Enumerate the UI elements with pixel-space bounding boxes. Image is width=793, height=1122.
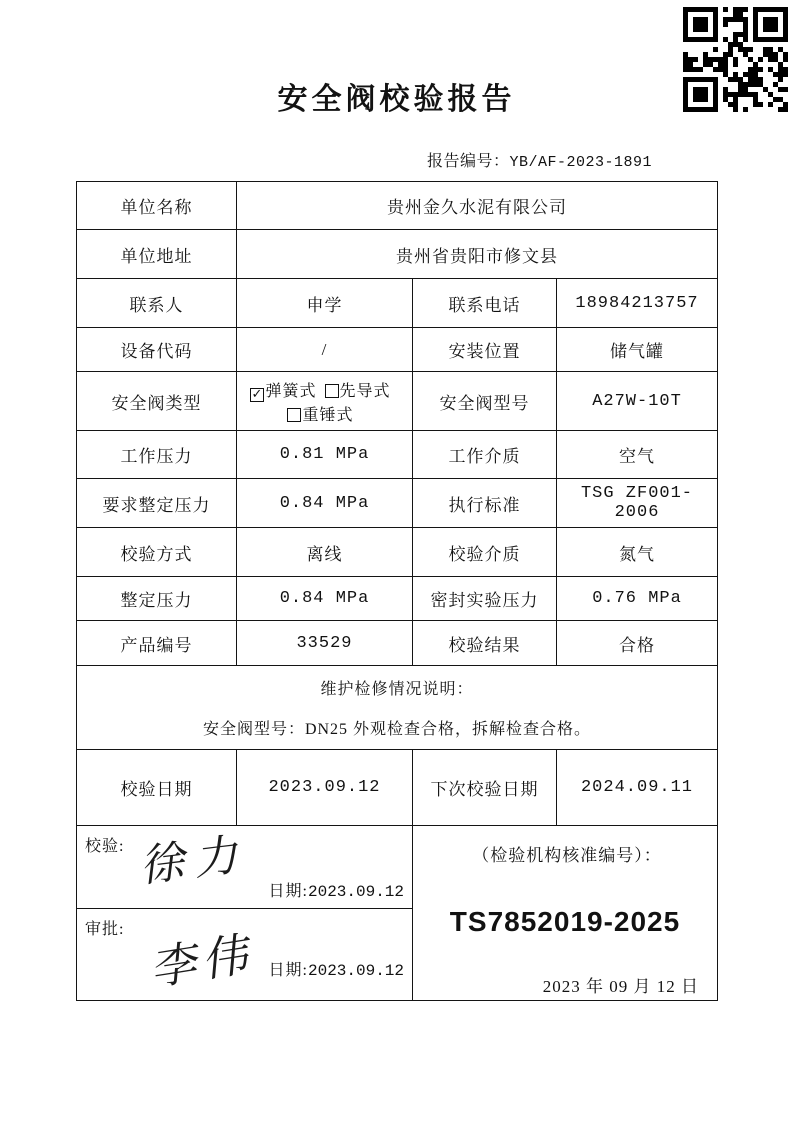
approve-signature: 李伟 [145, 926, 258, 996]
table-row [77, 372, 718, 431]
checkbox-pilot [325, 383, 391, 400]
method-label: 校验方式 [77, 528, 237, 577]
approve-date [269, 957, 404, 980]
report-table [76, 181, 718, 1001]
result-label: 校验结果 [413, 621, 557, 666]
cal-date-value: 2023.09.12 [237, 750, 413, 826]
report-number-label: 报告编号： [426, 153, 510, 170]
install-pos-value: 储气罐 [557, 328, 718, 372]
report-number-value: YB/AF-2023-1891 [509, 154, 652, 171]
report-number [427, 148, 652, 171]
work-pressure-value: 0.81 MPa [237, 431, 413, 479]
verify-date [269, 878, 404, 901]
checkbox-spring-label: 弹簧式 [265, 382, 317, 400]
approve-date-value: 2023.09.12 [307, 962, 404, 980]
unit-addr-value: 贵州省贵阳市修文县 [237, 230, 718, 279]
table-row [77, 666, 718, 750]
table-row [77, 750, 718, 826]
table-row [77, 328, 718, 372]
page-title: 安全阀校验报告 [277, 83, 516, 116]
approve-cell [77, 909, 413, 1001]
req-pressure-label: 要求整定压力 [77, 479, 237, 528]
org-code-label: （检验机构核准编号）： [472, 846, 662, 865]
phone-value: 18984213757 [557, 279, 718, 328]
device-code-label: 设备代码 [77, 328, 237, 372]
verify-cell [77, 826, 413, 909]
checkbox-weight [287, 407, 353, 424]
phone-label: 联系电话 [413, 279, 557, 328]
standard-value: TSG ZF001-2006 [557, 479, 718, 528]
product-no-label: 产品编号 [77, 621, 237, 666]
method-value: 离线 [237, 528, 413, 577]
checkbox-pilot-icon [325, 384, 339, 398]
approve-label: 审批: [85, 921, 125, 938]
seal-pressure-value: 0.76 MPa [557, 577, 718, 621]
contact-label: 联系人 [77, 279, 237, 328]
approve-date-label: 日期: [268, 962, 308, 979]
work-pressure-label: 工作压力 [77, 431, 237, 479]
next-date-value: 2024.09.11 [557, 750, 718, 826]
table-row [77, 431, 718, 479]
verify-date-label: 日期: [268, 883, 308, 900]
set-pressure-value: 0.84 MPa [237, 577, 413, 621]
device-code-value: / [237, 328, 413, 372]
set-pressure-label: 整定压力 [77, 577, 237, 621]
table-row [77, 621, 718, 666]
verify-label: 校验: [85, 838, 125, 855]
work-medium-value: 空气 [557, 431, 718, 479]
verify-date-value: 2023.09.12 [307, 883, 404, 901]
org-cell [413, 826, 718, 1001]
seal-pressure-label: 密封实验压力 [413, 577, 557, 621]
valve-model-value: A27W-10T [557, 372, 718, 431]
table-row [77, 577, 718, 621]
product-no-value: 33529 [237, 621, 413, 666]
table-row [77, 230, 718, 279]
maintenance-cell [77, 666, 718, 750]
table-row [77, 528, 718, 577]
unit-addr-label: 单位地址 [77, 230, 237, 279]
unit-name-value: 贵州金久水泥有限公司 [237, 182, 718, 230]
standard-label: 执行标准 [413, 479, 557, 528]
checkbox-spring [250, 383, 316, 400]
req-pressure-value: 0.84 MPa [237, 479, 413, 528]
table-row [77, 479, 718, 528]
valve-type-label: 安全阀类型 [77, 372, 237, 431]
cal-date-label: 校验日期 [77, 750, 237, 826]
install-pos-label: 安装位置 [413, 328, 557, 372]
org-code-value: TS7852019-2025 [449, 906, 681, 937]
checkbox-weight-icon [287, 408, 301, 422]
table-row [77, 826, 718, 909]
valve-type-options [237, 372, 413, 431]
maintenance-title: 维护检修情况说明： [320, 681, 474, 698]
result-value: 合格 [557, 621, 718, 666]
checkbox-spring-icon: ✓ [251, 386, 264, 402]
next-date-label: 下次校验日期 [413, 750, 557, 826]
contact-value: 申学 [237, 279, 413, 328]
issue-date: 2023 年 09 月 12 日 [542, 977, 699, 996]
cal-medium-value: 氮气 [557, 528, 718, 577]
unit-name-label: 单位名称 [77, 182, 237, 230]
work-medium-label: 工作介质 [413, 431, 557, 479]
cal-medium-label: 校验介质 [413, 528, 557, 577]
table-row [77, 279, 718, 328]
maintenance-content: 安全阀型号：DN25 外观检查合格，拆解检查合格。 [202, 721, 592, 738]
table-row [77, 182, 718, 230]
verify-signature: 徐力 [136, 828, 251, 893]
valve-model-label: 安全阀型号 [413, 372, 557, 431]
checkbox-pilot-label: 先导式 [339, 382, 391, 400]
checkbox-weight-label: 重锤式 [302, 406, 354, 424]
